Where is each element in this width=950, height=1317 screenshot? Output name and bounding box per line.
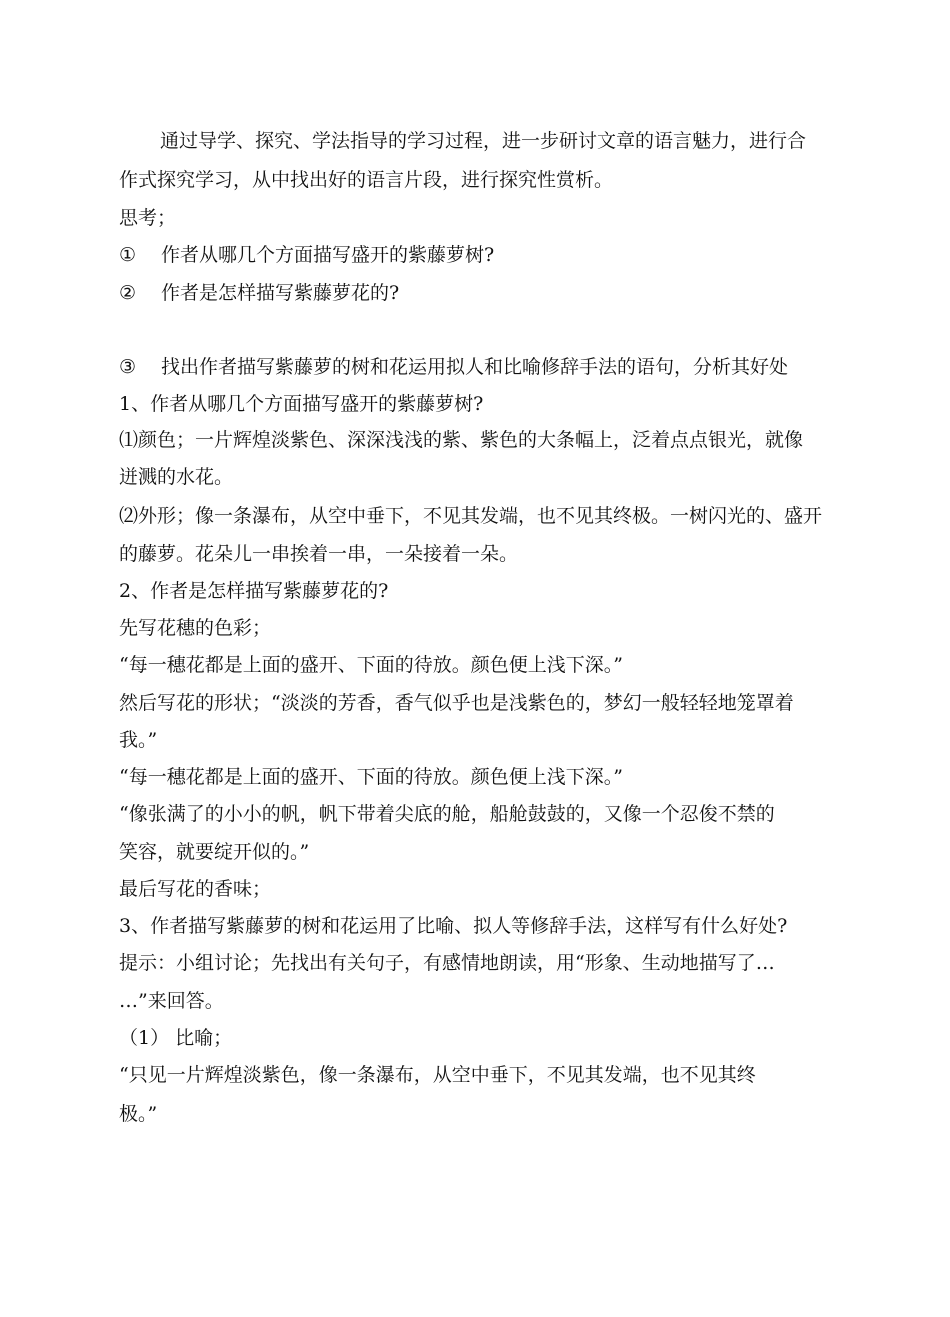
answer-3-heading: 3、作者描写紫藤萝的树和花运用了比喻、拟人等修辞手法，这样写有什么好处?: [119, 915, 788, 937]
question-1: [119, 242, 839, 268]
question-2-text: 作者是怎样描写紫藤萝花的?: [161, 282, 400, 304]
answer-2-last: 最后写花的香味；: [119, 878, 272, 900]
question-3-text: 找出作者描写紫藤萝的树和花运用拟人和比喻修辞手法的语句，分析其好处: [161, 356, 789, 378]
answer-3-metaphor-label: （1） 比喻；: [119, 1027, 233, 1049]
answer-1-color-line-2: 迸溅的水花。: [119, 466, 234, 488]
question-3-marker: ③: [119, 356, 137, 378]
answer-3-metaphor-quote-line-1: “只见一片辉煌淡紫色，像一条瀑布，从空中垂下，不见其发端，也不见其终: [119, 1064, 756, 1086]
answer-3-hint-line-2: …”来回答。: [119, 990, 224, 1012]
question-1-marker: ①: [119, 244, 137, 266]
intro-line-2: 作式探究学习，从中找出好的语言片段，进行探究性赏析。: [119, 169, 614, 191]
intro-line-1: 通过导学、探究、学法指导的学习过程，进一步研讨文章的语言魅力，进行合: [160, 130, 807, 152]
answer-1-color-line-1: ⑴颜色；一片辉煌淡紫色、深深浅浅的紫、紫色的大条幅上，泛着点点银光，就像: [119, 429, 804, 451]
answer-2-quote-2: “每一穗花都是上面的盛开、下面的待放。颜色便上浅下深。”: [119, 766, 623, 788]
answer-2-quote-3-line-2: 笑容，就要绽开似的。”: [119, 841, 310, 863]
think-label: 思考；: [119, 207, 177, 229]
question-2: [119, 280, 839, 306]
answer-1-shape-line-1: ⑵外形；像一条瀑布，从空中垂下，不见其发端，也不见其终极。一树闪光的、盛开: [119, 505, 823, 527]
answer-1-shape-line-2: 的藤萝。花朵儿一串挨着一串，一朵接着一朵。: [119, 543, 519, 565]
answer-1-heading: 1、作者从哪几个方面描写盛开的紫藤萝树?: [119, 393, 484, 415]
answer-2-first: 先写花穗的色彩；: [119, 617, 272, 639]
answer-2-heading: 2、作者是怎样描写紫藤萝花的?: [119, 580, 389, 602]
question-1-text: 作者从哪几个方面描写盛开的紫藤萝树?: [161, 244, 495, 266]
question-3: [119, 354, 839, 380]
answer-2-then-line-1: 然后写花的形状；“淡淡的芳香，香气似乎也是浅紫色的，梦幻一般轻轻地笼罩着: [119, 692, 794, 714]
answer-2-then-line-2: 我。”: [119, 729, 158, 751]
answer-2-quote-1: “每一穗花都是上面的盛开、下面的待放。颜色便上浅下深。”: [119, 654, 623, 676]
answer-3-metaphor-quote-line-2: 极。”: [119, 1103, 158, 1125]
question-2-marker: ②: [119, 282, 137, 304]
answer-2-quote-3-line-1: “像张满了的小小的帆，帆下带着尖底的舱，船舱鼓鼓的，又像一个忍俊不禁的: [119, 803, 775, 825]
answer-3-hint-line-1: 提示：小组讨论；先找出有关句子，有感情地朗读，用“形象、生动地描写了…: [119, 952, 775, 974]
